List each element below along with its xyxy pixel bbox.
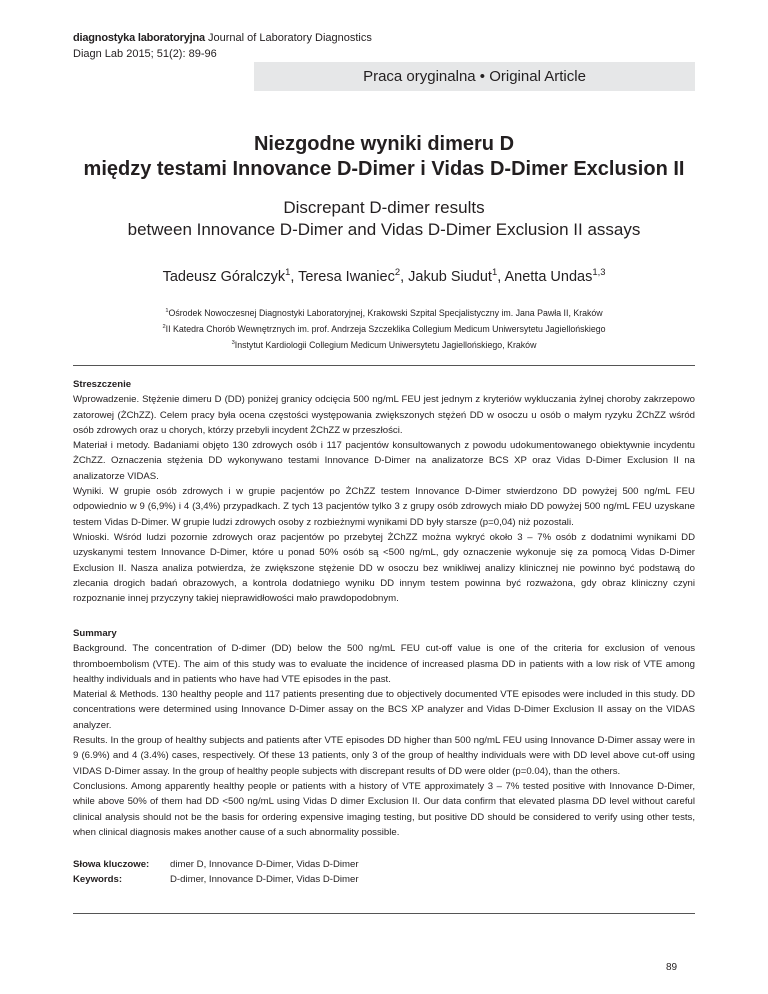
journal-citation: Diagn Lab 2015; 51(2): 89-96 xyxy=(73,48,217,60)
author-name: Jakub Siudut xyxy=(408,268,492,285)
divider-bottom xyxy=(73,913,695,914)
author-name: Tadeusz Góralczyk xyxy=(162,268,286,285)
affiliation: $^3$Instytut Kardiologii Collegium Medicum Uniwersytetu Jagiellońskiego, Kraków xyxy=(231,339,537,350)
affiliation: $^1$Ośrodek Nowoczesnej Diagnostyki Laboratoryjnej, Krakowski Szpital Specjalistyczny im. Jana Pawła II, Kraków xyxy=(165,307,603,318)
title-polish xyxy=(73,132,695,182)
abstract-paragraph: Wyniki. W grupie osób zdrowych i w grupie pacjentów po ŻChZZ testem Innovance D-Dimer stwierdzono DD powyżej 500 ng/mL FEU odpowiednio w 9 (6,9%) i 4 (3,4%) przypadkach. Z tych 13 pacjentów tylko 3 z grupy osób zdrowych miało DD powyżej 500 ng/mL FEU uzyskane testem Vidas D-Dimer. W grupie ludzi zdrowych osoby z rozbieżnymi wynikami DD były starsze (p=0,04) niż pozostali. xyxy=(73,486,695,528)
affiliation: $^2$II Katedra Chorób Wewnętrznych im. prof. Andrzeja Szczeklika Collegium Medicum Uniwersytetu Jagiellońskiego xyxy=(162,323,606,334)
author-name: Teresa Iwaniec xyxy=(298,268,395,285)
abstract-paragraph: Conclusions. Among apparently healthy people or patients with a history of VTE approximately 3 – 7% tested positive with Innovance D-Dimer, while above 50% of them had DD <500 ng/mL using Vidas D dimer Exclusion II. Our data confirm that elevated plasma DD level without careful clinical analysis should not be the basis for ordering expensive imaging testing, but positive DD should be considered to verify using other tests, when clinical diagnosis makes another cause of a such abnormality possible. xyxy=(73,780,695,838)
author-affiliation-mark: 1,3 xyxy=(592,266,606,277)
abstract-paragraph: Wprowadzenie. Stężenie dimeru D (DD) poniżej granicy odcięcia 500 ng/mL FEU jest jednym z kryteriów wykluczania żylnej choroby zakrzepowo zatorowej (ŻChZZ). Celem pracy była ocena częstości występowania zwiększonych stężeń DD w osoczu u osób o małym ryzyku ŻChZZ wśród osób zdrowych oraz u chorych, którzy przebyli incydent ŻChZZ w przeszłości. xyxy=(73,394,695,436)
affiliation-list xyxy=(73,304,695,352)
author-affiliation-mark: 2 xyxy=(394,266,401,277)
abstract-paragraph: Wnioski. Wśród ludzi pozornie zdrowych oraz pacjentów po przebytej ŻChZZ można wykryć około 3 – 7% osób z dodatnimi wynikami DD uzyskanymi testem Innovance D-Dimer, które u ponad 50% osób są <500 ng/mL, gdy oznaczenie wykonuje się za pomocą Vidas D-Dimer Exclusion II. Nasza analiza potwierdza, że zwiększone stężenie DD w osoczu bez wnikliwej analizy klinicznej nie powinno być podstawą do zlecania drogich badań obrazowych, a kontrola dodatniego wyniku DD innym testem powinna być rozważona, gdy obraz kliniczny czyni rozpoznanie innej przyczyny takiej nieprawidłowości mało prawdopodobnym. xyxy=(73,531,695,605)
title-english-line-1: Discrepant D-dimer results xyxy=(283,198,485,217)
keywords-pl-value: dimer D, Innovance D-Dimer, Vidas D-Dimer xyxy=(170,859,359,870)
abstract-paragraph: Background. The concentration of D-dimer (DD) below the 500 ng/mL FEU cut-off value is one of the criteria for exclusion of venous thromboembolism (VTE). The aim of this study was to evaluate the incidence of increased plasma DD in patients with a low risk of VTE among healthy individuals and in patients who have had VTE episodes in the past. xyxy=(73,643,695,685)
keywords-pl-label: Słowa kluczowe: xyxy=(73,859,150,870)
abstract-polish xyxy=(73,377,695,606)
abstract-english xyxy=(73,626,695,840)
author-affiliation-mark: 1 xyxy=(285,266,291,277)
author-name: Anetta Undas xyxy=(504,268,593,285)
keywords-en-value: D-dimer, Innovance D-Dimer, Vidas D-Dimer xyxy=(170,874,359,885)
page-number: 89 xyxy=(666,962,678,973)
title-english-line-2: between Innovance D-Dimer and Vidas D-Dimer Exclusion II assays xyxy=(127,220,641,239)
abstract-paragraph: Results. In the group of healthy subjects and patients after VTE episodes DD higher than 500 ng/mL FEU using Innovance D-Dimer assay were in 9 (6.9%) and 4 (3.4%) cases, respectively. Of these 13 patients, only 3 of the group of healthy individuals were with DD level above cut-off using VIDAS D-Dimer assay. In the group of healthy people subjects with discrepant results of DD were older (p=0.04), than the others. xyxy=(73,735,695,777)
author-affiliation-mark: 1 xyxy=(491,266,498,277)
title-polish-line-2: między testami Innovance D-Dimer i Vidas D-Dimer Exclusion II xyxy=(83,158,685,180)
abstract-paragraph: Materiał i metody. Badaniami objęto 130 zdrowych osób i 117 pacjentów konsultowanych z powodu udokumentowanego obiektywnie incydentu ŻChZZ. Oznaczenia stężenia DD wykonywano testami Innovance D-Dimer na analizatorze BCS XP oraz Vidas D-Dimer Exclusion II na analizatorze VIDAS. xyxy=(73,440,695,482)
author-list: Tadeusz Góralczyk$^1$, Teresa Iwaniec$^2$, Jakub Siudut$^1$, Anetta Undas$^{1,3}$ xyxy=(162,266,606,285)
journal-brand: diagnostyka laboratoryjna xyxy=(73,32,205,44)
abstract-english-heading: Summary xyxy=(73,628,117,639)
keywords-block xyxy=(73,857,359,887)
journal-name: Journal of Laboratory Diagnostics xyxy=(208,32,372,44)
keywords-en-label: Keywords: xyxy=(73,874,123,885)
journal-header xyxy=(73,31,372,61)
article-type-banner: Praca oryginalna • Original Article xyxy=(254,62,695,91)
title-english xyxy=(73,197,695,241)
abstract-polish-heading: Streszczenie xyxy=(73,379,132,390)
divider-top xyxy=(73,365,695,366)
abstract-paragraph: Material & Methods. 130 healthy people and 117 patients presenting due to objectively documented VTE episodes were included in this study. DD concentrations were determined using Innovance D-Dimer assay on the BCS XP analyzer and Vidas D-Dimer Exclusion II assay on the VIDAS analyzer. xyxy=(73,689,695,731)
title-polish-line-1: Niezgodne wyniki dimeru D xyxy=(253,133,515,155)
